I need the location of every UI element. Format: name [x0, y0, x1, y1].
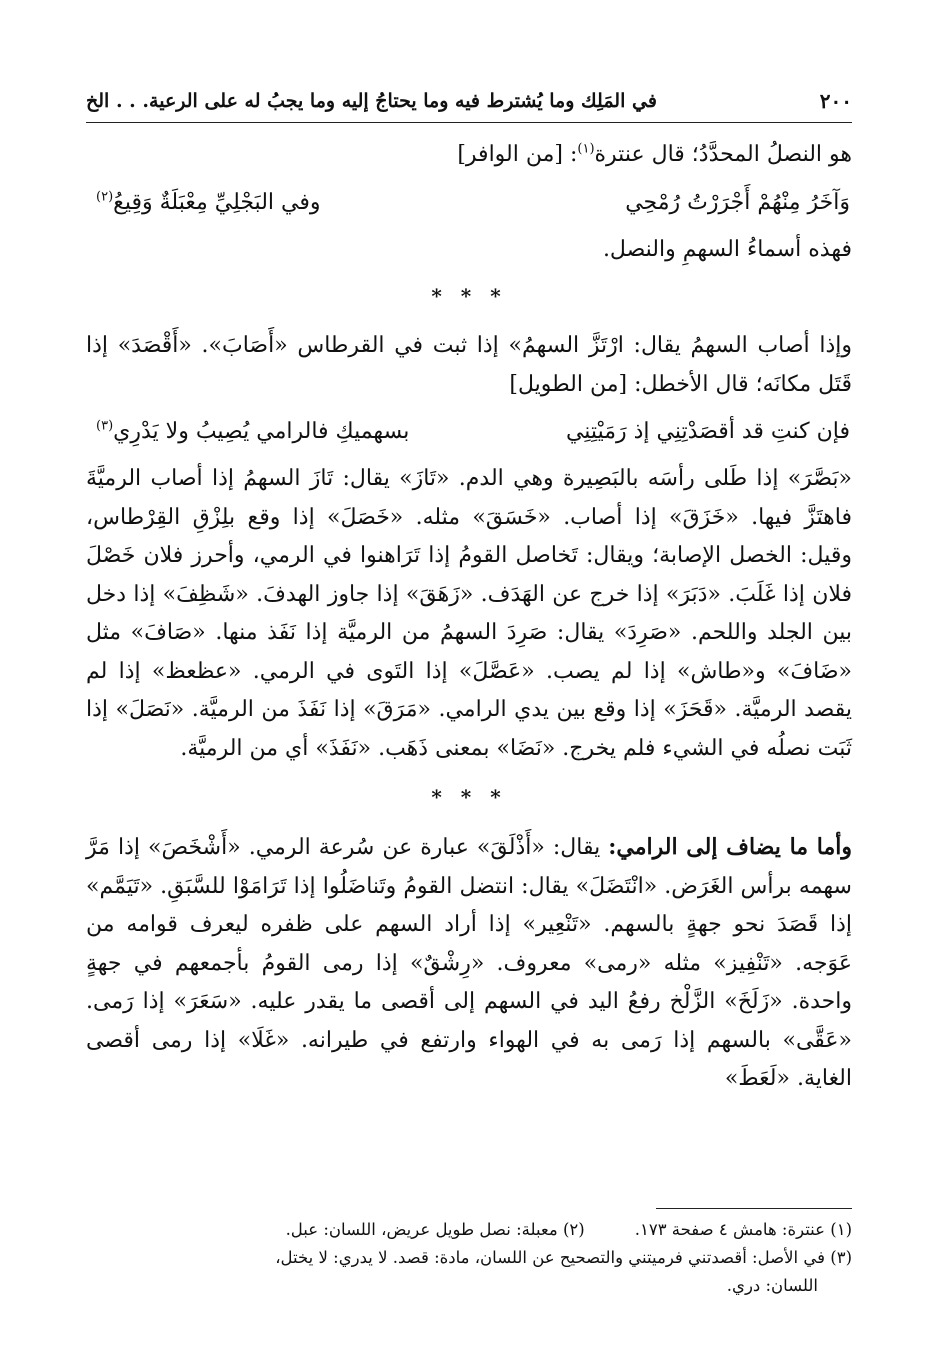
poem-verse [86, 183, 852, 223]
section-divider-stars: * * * [431, 785, 507, 809]
paragraph: «بَصَّرَ» إذا طَلى رأسَه بالبَصِيرة وهي الدم. «تَازَ» يقال: تَازَ السهمُ إذا أصاب الرميَّةَ فاهتَزَّ فيها. «خَزَقَ» إذا أصاب. «خَسَقَ» مثله. «خَصَلَ» إذا وقع بلِزْقِ القِرْطاس، وقيل: الخصل الإصابة؛ ويقال: تَخاصل القومُ إذا تَرَاهنوا في الرمي، وأحرز فلان خَصْلَ فلان إذا غَلَبَ. «دَبَرَ» إذا خرج عن الهَدَف. «زَهَقَ» إذا جاوز الهدفَ. «شَظِفَ» إذا دخل بين الجلد واللحم. «صَرِدَ» يقال: صَرِدَ السهمُ من الرميَّة إذا نَفَذ منها. «صَافَ» مثل «ضَافَ» و«طاش» إذا لم يصب. «عَصَّلَ» إذا التَوى في الرمي. «عظعظ» إذا لم يقصد الرميَّة. «قَحَزَ» إذا وقع بين يدي الرامي. «مَرَقَ» إذا نَفَذَ من الرميَّة. «نَصَلَ» إذا ثَبَت نصلُه في الشيء فلم يخرج. «نَضَا» بمعنى ذَهَب. «نَفَذَ» أي من الرميَّة. [86, 466, 853, 761]
poem-verse [86, 412, 852, 452]
verse-hemistich-first [566, 412, 850, 452]
footnote-1: (١) عنترة: هامش ٤ صفحة ١٧٣. [634, 1220, 852, 1239]
verse-text: فإن كنتِ قد أقصَدْتِنِي إذ رَمَيْتِنِي [565, 419, 850, 444]
footnote-row [86, 1216, 852, 1244]
paragraph-text: يقال: «أَذْلَقَ» عبارة عن سُرعة الرمي. «أَشْخَصَ» إذا مَرَّ سهمه برأس الغَرَض. «انْتَضَلَ» يقال: انتضل القومُ وتَناضَلُوا إذا تَرَامَوْا للسَّبَقِ. «تَيَمَّم» إذا قَصَدَ نحو جهةٍ بالسهم. «تَنْعِير» إذا أراد السهم على ظفره ليعرف قوامه من عَوَجه. «تَنْفِيز» مثله «رمى» معروف. «رِشْقٌ» إذا رمى القومُ بأجمعهم في جهةٍ واحدة. «زَلَخَ» الزَّلْخ رفعُ اليد في السهم إلى أقصى ما يقدر عليه. «سَعَرَ» إذا رَمى. «عَقَّى» بالسهم إذا رَمى به في الهواء وارتفع في طيرانه. «غَلَا» إذا رمى أقصى الغاية. «لَعَطَ» [86, 835, 852, 1091]
footnote-3-continued: اللسان: دري. [726, 1276, 818, 1295]
paragraph-intro [86, 136, 852, 175]
verse-text: وَآخَرُ مِنْهُمْ أَجْرَرْتُ رُمْحِي [625, 189, 850, 215]
footnote-divider [656, 1208, 852, 1209]
footnote-3: (٣) في الأصل: أقصدتني فرميتني والتصحيح عن اللسان، مادة: قصد. لا يدري: لا يختل، [275, 1248, 852, 1267]
footnote-ref[interactable]: (٣) [96, 418, 114, 434]
verse-hemistich-second [96, 412, 409, 452]
footnote-ref[interactable]: (١) [577, 141, 595, 157]
footnotes [86, 1216, 852, 1300]
running-header [86, 86, 852, 116]
paragraph: وإذا أصاب السهمُ يقال: ارْتَزَّ السهمُ» إذا ثبت في القرطاس «أَصَابَ». «أَقْصَدَ» إذا قَتَل مكانَه؛ قال الأخطل: [من الطويل] [86, 333, 852, 397]
meter-label: : [من الوافر] [457, 142, 578, 167]
paragraph [86, 828, 852, 1099]
paragraph: فهذه أسماءُ السهمِ والنصل. [602, 236, 852, 262]
footnote-2: (٢) معبلة: نصل طويل عريض، اللسان: عبل. [285, 1220, 585, 1239]
verse-text: وفي البَجْلِيِّ مِعْبَلَةٌ وَقِيعُ [113, 189, 321, 215]
page-number: ٢٠٠ [819, 89, 852, 113]
footnote-ref[interactable]: (٢) [96, 189, 114, 205]
section-heading-inline: وأما ما يضاف إلى الرامي: [608, 834, 852, 860]
verse-hemistich-second [96, 183, 320, 223]
verse-hemistich-first [625, 183, 850, 223]
paragraph-text: هو النصلُ المحدَّدُ؛ قال عنترة [594, 142, 852, 167]
verse-text: بسهميكِ فالرامي يُصِيبُ ولا يَدْرِي [113, 419, 410, 444]
section-divider-stars: * * * [431, 284, 507, 308]
running-title: في المَلِك وما يُشترط فيه وما يحتاجُ إليه وما يجبُ له على الرعية. . . الخ [86, 90, 657, 112]
header-divider [86, 122, 852, 123]
main-text [86, 136, 852, 1099]
